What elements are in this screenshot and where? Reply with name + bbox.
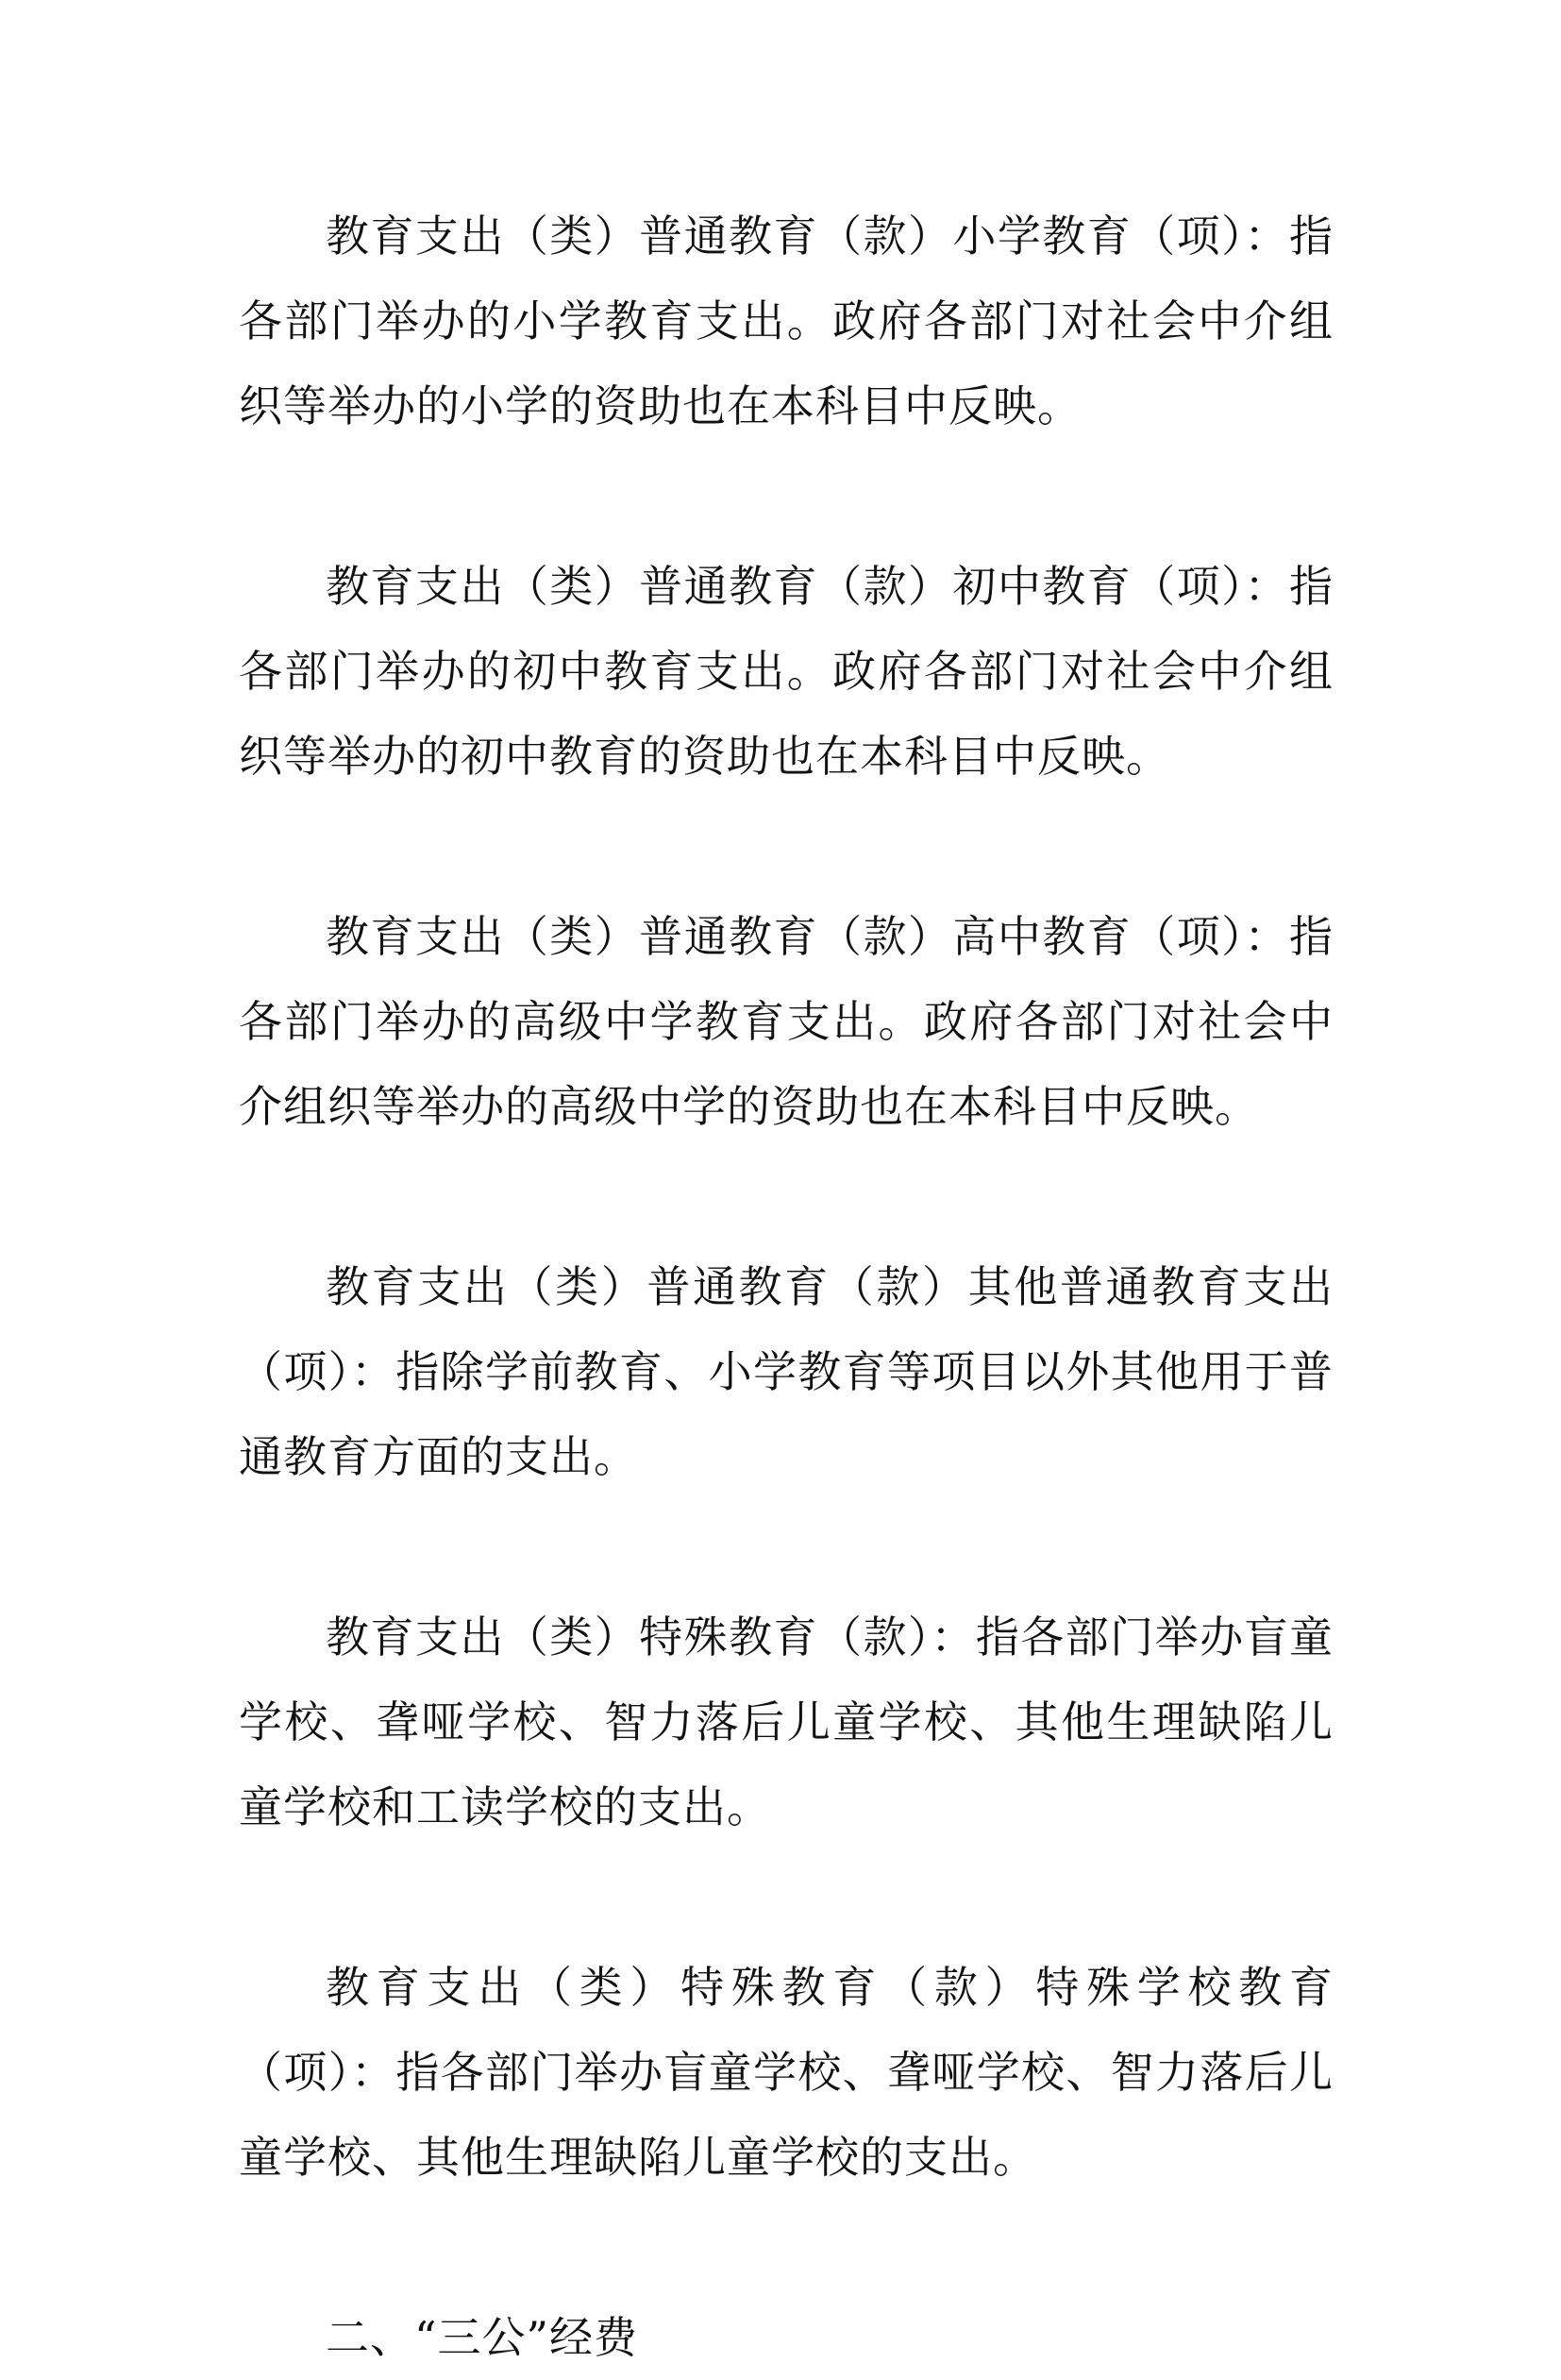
paragraph-senior-high-education: 教育支出（类）普通教育（款）高中教育（项）：指各部门举办的高级中学教育支出。政府各部门对社会中介组织等举办的高级中学的资助也在本科目中反映。 [239,911,1334,1132]
paragraph-special-school-education: 教育支出（类）特殊教育（款）特殊学校教育（项）：指各部门举办盲童学校、聋哑学校、智力落后儿童学校、其他生理缺陷儿童学校的支出。 [239,1962,1334,2183]
document-body [239,194,1334,2380]
paragraph-primary-education: 教育支出（类）普通教育（款）小学教育（项）：指各部门举办的小学教育支出。政府各部门对社会中介组织等举办的小学的资助也在本科目中反映。 [239,211,1334,431]
paragraph-special-education: 教育支出（类）特殊教育（款）：指各部门举办盲童学校、聋哑学校、智力落后儿童学校、其他生理缺陷儿童学校和工读学校的支出。 [239,1612,1334,1832]
paragraph-junior-middle-education: 教育支出（类）普通教育（款）初中教育（项）：指各部门举办的初中教育支出。政府各部门对社会中介组织等举办的初中教育的资助也在本科目中反映。 [239,561,1334,782]
section-heading: 二、“三公”经费 [326,2312,639,2363]
paragraph-other-general-education: 教育支出（类）普通教育（款）其他普通教育支出（项）：指除学前教育、小学教育等项目以外其他用于普通教育方面的支出。 [239,1261,1334,1482]
